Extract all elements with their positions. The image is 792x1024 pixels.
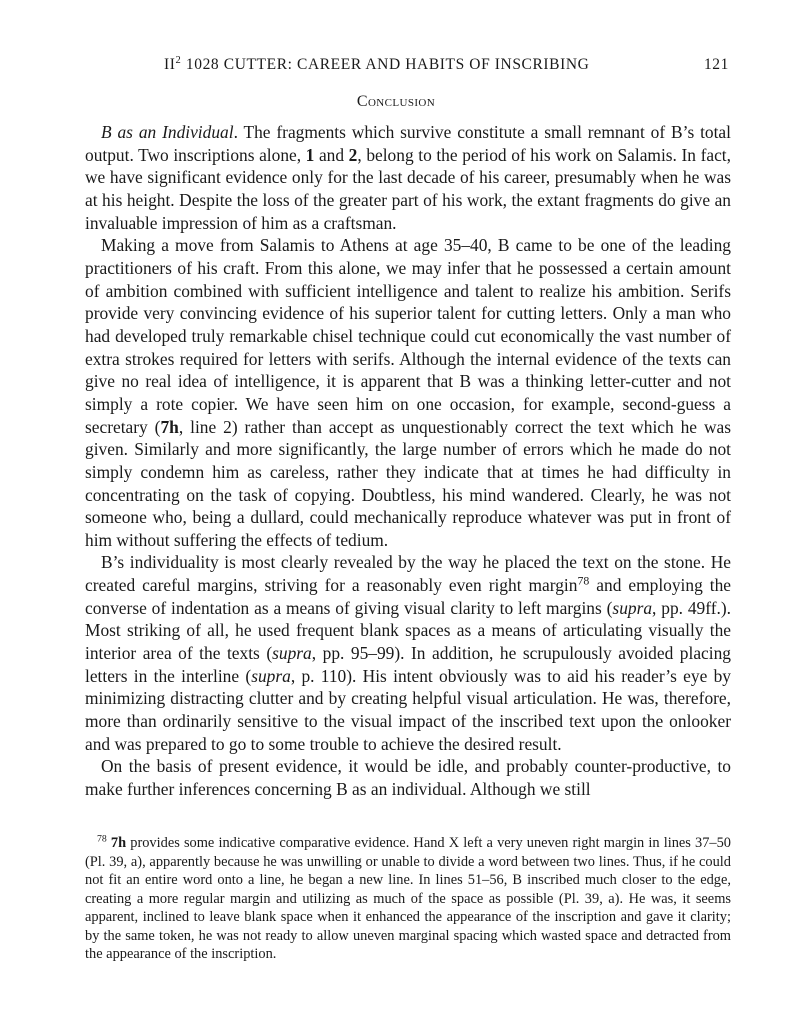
text-run: , belong to the period of his work on Salamis. In fact, we have significant evidence only for the last decade of his career, presumably when he was at his height. Despite the loss of the greater part of his work, the extant fragments do give an invaluable impression of him as a craftsman. [85,144,731,233]
paragraph-2 [85,234,731,551]
inscription-ref: 1 [305,144,315,165]
title-rest: 1028 CUTTER: CAREER AND HABITS OF INSCRIBING [181,56,590,73]
text-run: On the basis of present evidence, it would be idle, and probably counter-productive, to make further inferences concerning B as an individual. Although we still [85,756,731,800]
text-run: , pp. 49ff.). Most striking of all, he used frequent blank spaces as a means of articulating visually the interior area of the texts ( [85,597,731,664]
supra-ref: supra [272,643,312,664]
text-run: . The fragments which survive constitute a small remnant of B’s total output. Two inscriptions alone, [85,122,731,165]
footnote-number: 78 [97,833,107,845]
body-text [85,121,731,801]
supra-ref: supra [612,597,653,618]
footnote-marker[interactable]: 78 [577,573,590,588]
title-prefix: II [164,56,176,73]
running-title [164,56,589,74]
text-run: Making a move from Salamis to Athens at age 35–40, B came to be one of the leading practitioners of his craft. From this alone, we may infer that he possessed a certain amount of ambition combined with sufficient intelligence and talent to realize his ambition. Serifs provide very convincing evidence of his superior talent for cutting letters. Only a man who had developed truly remarkable chisel technique could cut economically the vast number of extra strokes required for letters with serifs. Although the internal evidence of the texts can give no real idea of intelligence, it is apparent that B was a thinking letter-cutter and not simply a rote copier. We have seen him on one occasion, for example, second-guess a secretary ( [85,235,731,437]
text-run: , p. 110). His intent obviously was to aid his reader’s eye by minimizing distracting clutter and by creating helpful visual articulation. He was, therefore, more than ordinarily sensitive to the visual impact of the inscribed text upon the onlooker and was prepared to go to some trouble to achieve the desired result. [85,665,731,754]
title-superscript: 2 [175,55,182,67]
inscription-ref: 2 [348,144,358,165]
paragraph-1 [85,121,731,234]
inscription-ref: 7h [160,416,179,437]
paragraph-lead: B as an Individual [101,122,234,142]
text-run: and employing the converse of indentation as a means of giving visual clarity to left margins ( [85,575,731,618]
page-number: 121 [703,56,729,73]
footnote-78 [85,834,731,964]
text-run: , pp. 95–99). In addition, he scrupulously avoided placing letters in the interline ( [85,643,731,686]
text-run: , line 2) rather than accept as unquestionably correct the text which he was given. Similarly and more significantly, the large number of errors which he made do not simply condemn him as careless, rather they indicate that at times he had difficulty in concentrating on the task of copying. Doubtless, his mind wandered. Clearly, he was not someone who, being a dullard, could mechanically reproduce whatever was put in front of him without suffering the effects of tedium. [85,416,731,550]
inscription-ref: 7h [110,835,127,851]
paragraph-3 [85,551,731,755]
supra-ref: supra [251,665,291,686]
section-heading: Conclusion [356,93,436,110]
footnote-text: provides some indicative comparative evidence. Hand X left a very uneven right margin in lines 37–50 (Pl. 39, a), apparently because he was unwilling or unable to divide a word between two lines. Thus, if he could not fit an entire word onto a line, he began a new line. In lines 51–56, B inscribed much closer to the edge, creating a more regular margin and utilizing as much of the space as possible (Pl. 39, a). He was, it seems apparent, inclined to leave blank space when it enhanced the appearance of the inscription and gave it clarity; by the same token, he was not ready to allow uneven marginal spacing which wasted space and detracted from the appearance of the inscription. [85,835,731,962]
text-run: and [314,144,349,165]
paragraph-4 [85,755,731,800]
footnote [85,834,731,964]
running-head [96,56,729,74]
text-run: B’s individuality is most clearly revealed by the way he placed the text on the stone. He created careful margins, striving for a reasonably even right margin [85,552,731,596]
